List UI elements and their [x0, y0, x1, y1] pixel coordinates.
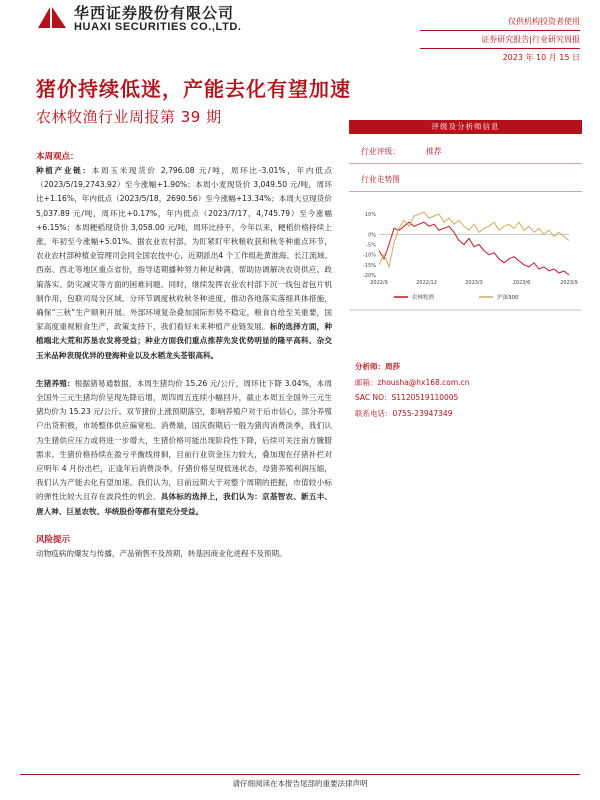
- pig-label: 生猪养殖：: [36, 378, 75, 388]
- paragraph-risk: 动物疫病的爆发与传播，产品销售不及预期，转基因商业化进程不及预期。: [36, 548, 287, 558]
- x-tick-label: 2022/9: [370, 280, 388, 286]
- paragraph-seed-industry: [36, 164, 332, 363]
- audience-note: 仅供机构投资者使用: [508, 17, 580, 26]
- seed-label: 种植产业链：: [36, 166, 92, 175]
- analyst-name: 分析师：周莎: [355, 362, 400, 371]
- footer-disclaimer: 请仔细阅读在本报告尾部的重要法律声明: [232, 779, 368, 788]
- sidebar-divider: [349, 191, 582, 192]
- legend-label: 农林牧渔: [412, 295, 435, 301]
- section-heading-risk: 风险提示: [36, 534, 71, 545]
- y-tick-label: -20%: [363, 273, 376, 279]
- legend-label: 沪深300: [497, 295, 519, 301]
- company-logo-icon: [36, 4, 68, 30]
- company-name-en: HUAXI SECURITIES CO.,LTD.: [74, 21, 242, 33]
- x-tick-label: 2022/12: [416, 280, 437, 286]
- chart-label: 行业走势图: [361, 175, 400, 184]
- report-date: 2023 年 10 月 15 日: [502, 53, 580, 62]
- y-tick-label: -10%: [363, 252, 376, 259]
- section-heading-views: 本周观点：: [36, 152, 79, 162]
- x-tick-label: 2023/6: [512, 280, 531, 286]
- pig-bold-text: 具体标的选择上，我们认为：京基智农、新五丰、唐人神、巨星农牧、华统股份等都有望充分受益。: [36, 492, 332, 516]
- analyst-email: 邮箱：zhousha@hx168.com.cn: [355, 377, 470, 387]
- rating-label: 行业评级：: [361, 147, 400, 156]
- sidebar-header: 评级及分析师信息: [349, 120, 582, 134]
- sidebar: [349, 120, 582, 301]
- company-name-cn: 华西证券股份有限公司: [74, 4, 235, 22]
- analyst-phone: 联系电话：0755-23947349: [355, 408, 453, 418]
- analyst-sac: SAC NO：S1120519110005: [355, 393, 459, 402]
- analyst-info: [355, 359, 580, 421]
- rating-row: [349, 134, 582, 157]
- y-tick-label: 10%: [364, 212, 376, 219]
- main-content: [36, 150, 332, 561]
- y-tick-label: 0%: [368, 232, 376, 239]
- y-tick-label: -15%: [363, 262, 376, 269]
- y-tick-label: -5%: [366, 242, 376, 249]
- header-divider: [420, 30, 580, 31]
- x-tick-label: 2023/9: [560, 280, 578, 286]
- report-category: 证券研究报告|行业研究周报: [481, 35, 580, 44]
- header-divider: [420, 48, 580, 49]
- seed-text: 本周玉米现货价 2,796.08 元/吨，周环比-3.01%，年内低点（2023/5/19,2743.92）至今涨幅+1.90%；本周小麦现货价 3,049.50 元/吨，周环比+1.16%，年内低点（2023/5/18，2690.56）至今涨幅+13.34%；本周大豆现货价5,037.89 元/吨，周环比+0.17%，年内低点（2023/7/17，4,745.79）至今涨幅+6.15%；本周粳稻现货价 3,058.00 元/吨，周环比持平，今年以来，粳稻价格持续上涨，年初至今涨幅+5.01%。据农业农村部，为盯紧盯牢秋粮收获和秋冬种重点环节，农业农村部种植业管理司会同全国农技中心，近期派出4 个工作组赴黄淮海、长江流域、西南、西北等地区重点省份，指导适期播种努力种足种满，帮助协调解决农资供应、政策落实、防灾减灾等方面的困难问题。同时，继续发挥农业农村部下沉一线包省包片机制作用，包联司局分区域、分环节调度秋收秋冬种进度，推动各地落实落细具体措施，确保“三秋”生产顺利开展。外部环境复杂叠加国际形势不稳定，粮食自给至关重要，国家高度重视粮食生产，政策支持下，我们看好未来种植产业链发展。: [36, 166, 332, 332]
- paragraph-pig-farming: [36, 377, 332, 519]
- report-title: 猪价持续低迷，产能去化有望加速: [36, 77, 351, 101]
- series-line-1: [379, 212, 569, 267]
- x-tick-label: 2023/3: [465, 280, 483, 286]
- pig-text: 根据猪易通数据，本周生猪均价 15.26 元/公斤，周环比下降 3.04%，本周全国外三元生猪均价呈现先降后增，周四周五连续小幅回升，截止本周五全国外三元生猪均价为 15.23 元/公斤。双节猪价上涨预期落空，影响养殖户对于后市信心，部分养殖户出货积极，市场整体供应偏宽松。消费端，国庆假期后一般为猪肉消费淡季，我们认为生猪供应压力或将进一步增大，生猪价格可能出现阶段性下降，后续可关注南方腌腊需求。生猪价格持续在盈亏平衡线徘徊，目前行业资金压力较大，叠加现在仔猪补栏对应明年 4 月份出栏，正逢年后消费淡季，仔猪价格呈现低迷状态，母猪养殖利润压缩，我们认为产能去化有望加速。我们认为，目前远期大于对整个周期的把握，市值较小标的弹性比较大且存在波段性的机会。: [36, 378, 332, 502]
- footer-divider: [20, 774, 580, 775]
- seed-bold-text: 标的选择方面，种植端北大荒和苏垦农发将受益；种业方面我们重点推荐先发优势明显的隆平高科、杂交玉米品种表现优异的登海种业以及水稻龙头荃银高科。: [36, 322, 333, 360]
- rating-value: 推荐: [425, 147, 442, 156]
- report-subtitle: 农林牧渔行业周报第 39 期: [36, 108, 222, 126]
